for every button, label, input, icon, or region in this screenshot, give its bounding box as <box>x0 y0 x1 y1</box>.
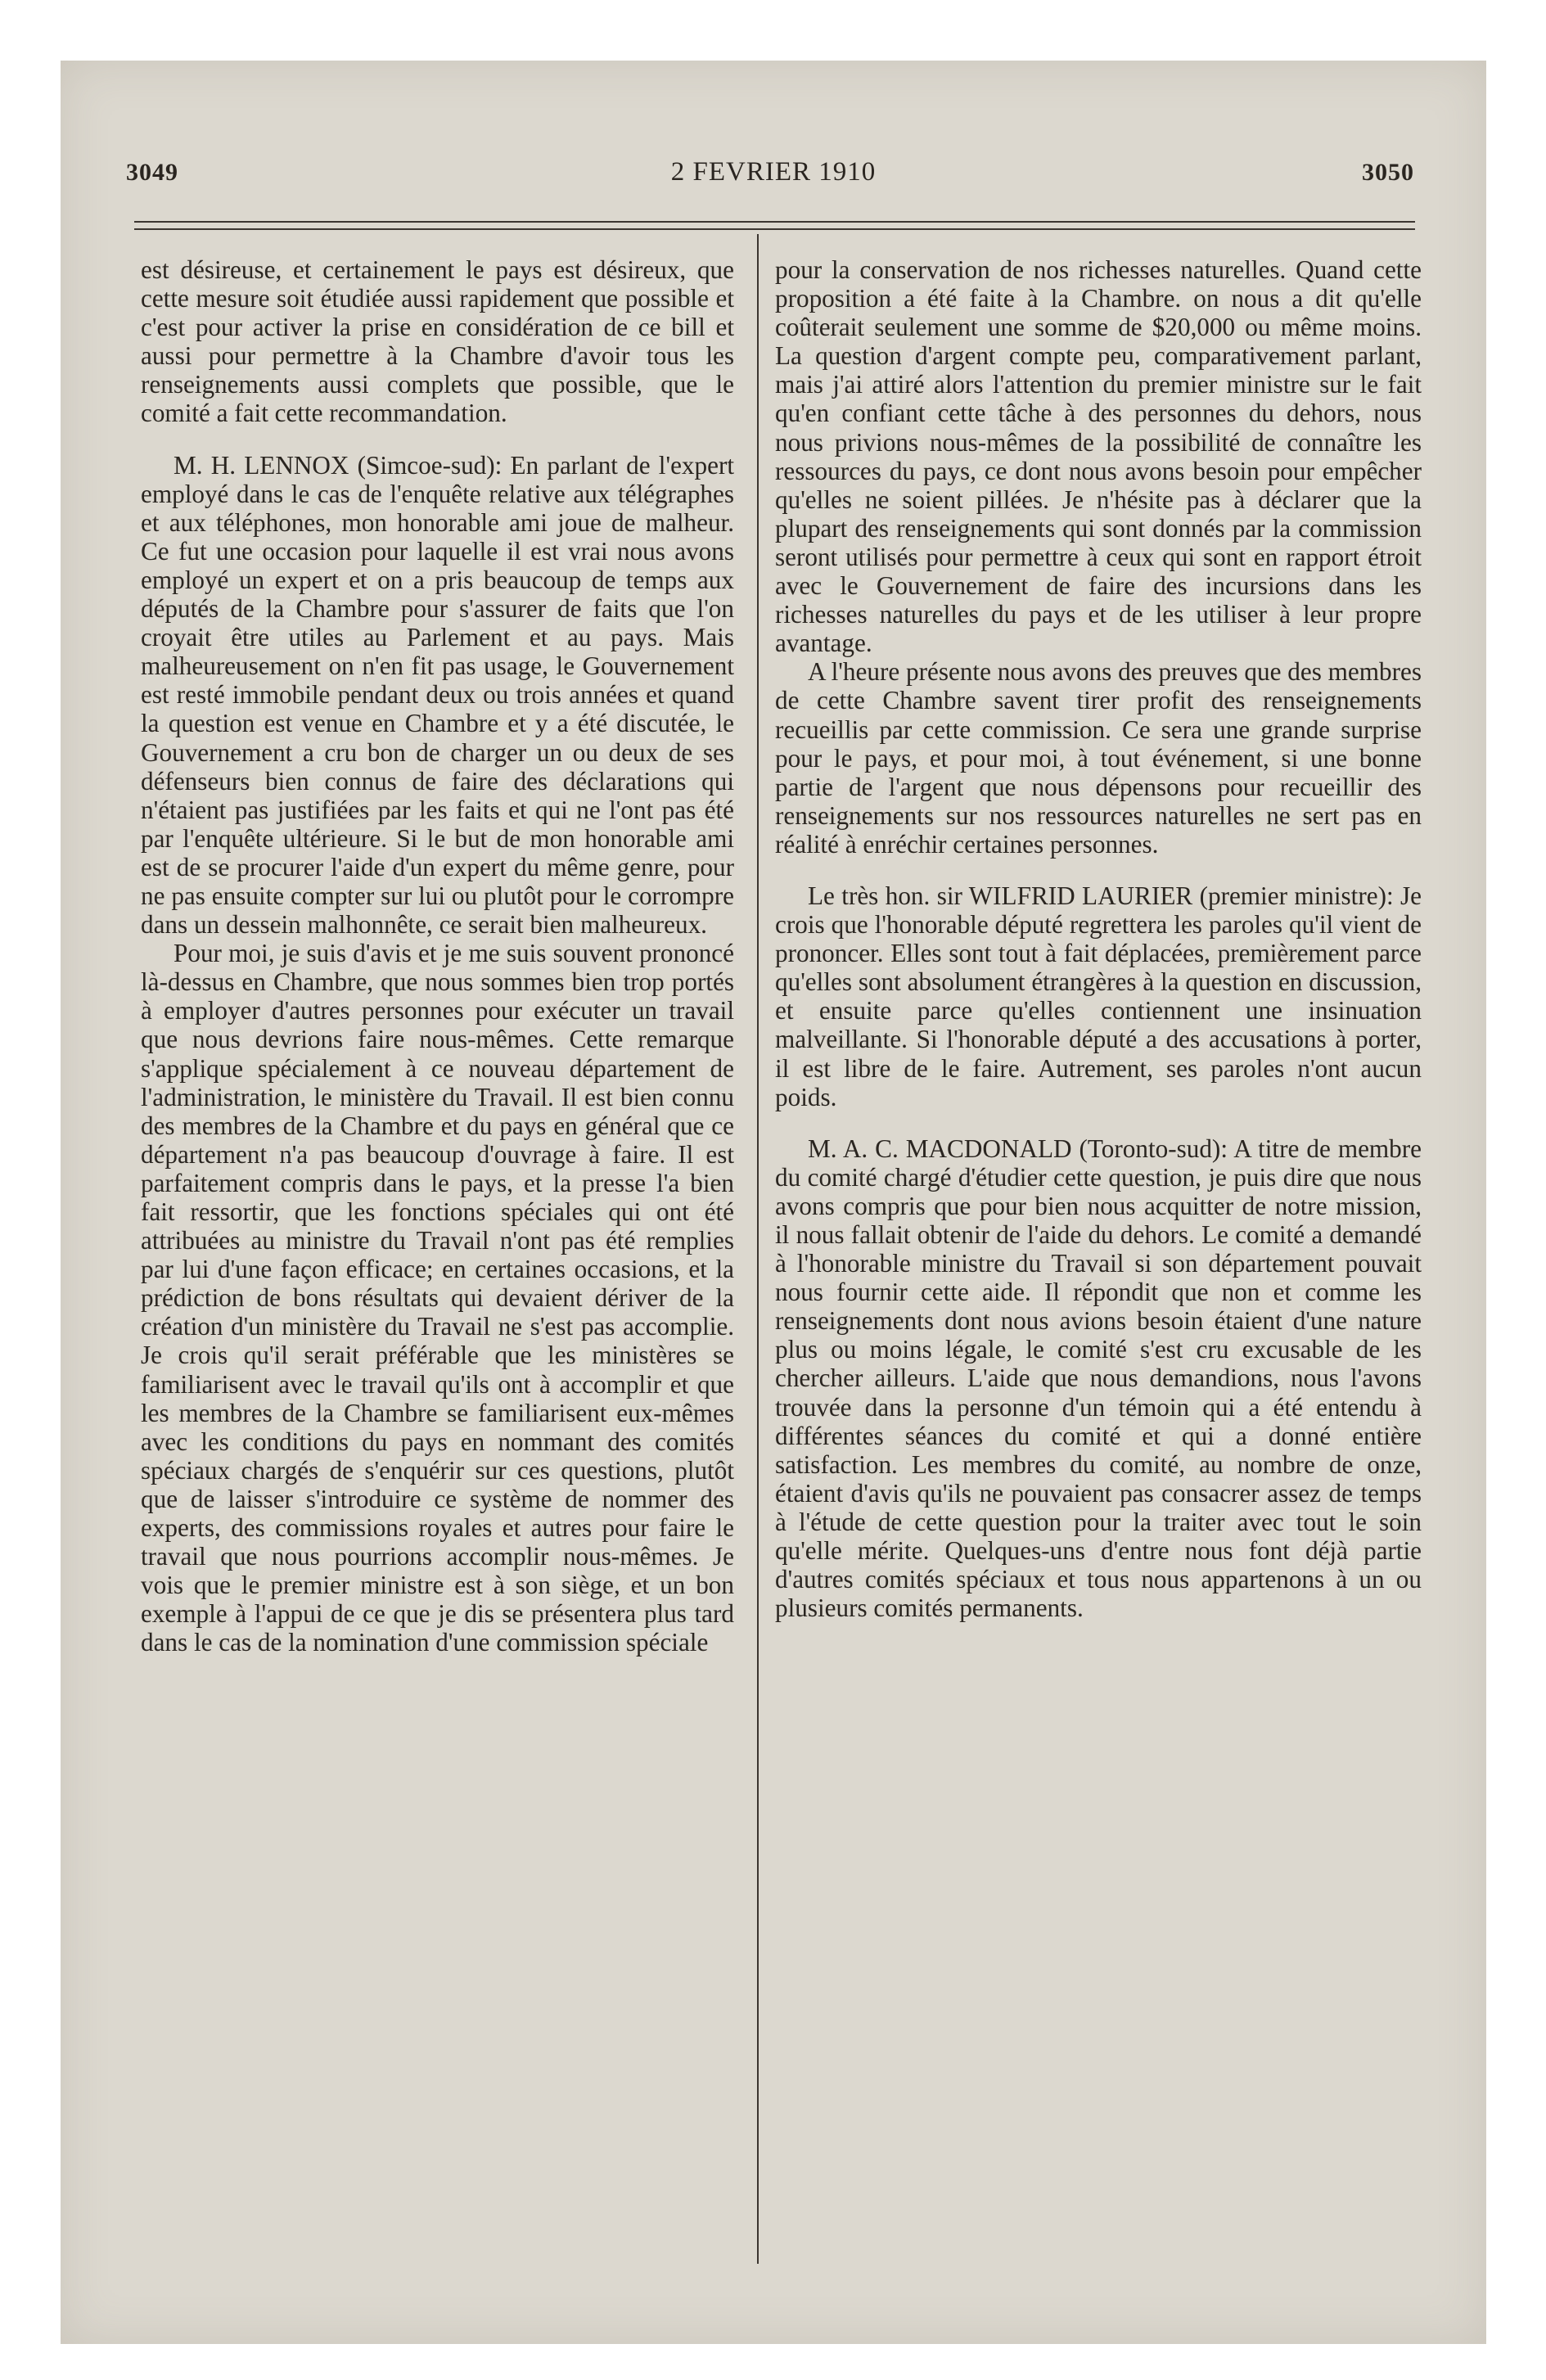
left-paragraph-1: est désireuse, et certainement le pays est désireux, que cette mesure soit étudiée aussi rapidement que possible et c'est pour activer la prise en considération de ce bill et aussi pour permettre à la Chambre d'avoir tous les renseignements aussi complets que possible, que le comité a fait cette recommandation. <box>141 255 734 428</box>
right-paragraph-2: A l'heure présente nous avons des preuves que des membres de cette Chambre savent tirer profit des renseignements recueillis par cette commission. Ce sera une grande surprise pour le pays, et pour moi, à tout événement, si une bonne partie de l'argent que nous dépensons pour recueillir des renseignements sur nos ressources naturelles ne sert pas en réalité à enréchir certaines personnes. <box>775 657 1422 859</box>
page-number-left: 3049 <box>126 159 178 186</box>
right-column <box>775 255 1422 1622</box>
right-paragraph-1: pour la conservation de nos richesses naturelles. Quand cette proposition a été faite à la Chambre. on nous a dit qu'elle coûterait seulement une somme de $20,000 ou même moins. La question d'argent compte peu, comparativement parlant, mais j'ai attiré alors l'attention du premier ministre sur le fait qu'en confiant cette tâche à des personnes du dehors, nous nous privions nous-mêmes de la possibilité de connaître les ressources du pays, ce dont nous avons besoin pour empêcher qu'elles ne soient pillées. Je n'hésite pas à déclarer que la plupart des renseignements qui sont donnés par la commission seront utilisés pour permettre à ceux qui sont en rapport étroit avec le Gouvernement de faire des incursions dans les richesses naturelles du pays et de les utiliser à leur propre avantage. <box>775 255 1422 658</box>
left-column <box>141 255 734 1657</box>
page-number-right: 3050 <box>1362 159 1414 186</box>
paper-sheet <box>61 61 1486 2344</box>
running-head-date: 2 FEVRIER 1910 <box>670 157 877 187</box>
header-rule-top <box>134 221 1415 223</box>
macdonald-speech: M. A. C. MACDONALD (Toronto-sud): A titre de membre du comité chargé d'étudier cette question, je puis dire que nous avons compris que pour bien nous acquitter de notre mission, il nous fallait obtenir de l'aide du dehors. Le comité a demandé à l'honorable ministre du Travail si son département pouvait nous fournir cette aide. Il répondit que non et comme les renseignements dont nous avions besoin étaient d'une nature plus ou moins légale, le comité s'est cru excusable de les chercher ailleurs. L'aide que nous demandions, nous l'avons trouvée dans la personne d'un témoin qui a été entendu à différentes séances du comité et qui a donné entière satisfaction. Les membres du comité, au nombre de onze, étaient d'avis qu'ils ne pouvaient pas consacrer assez de temps à l'étude de cette question pour la traiter avec tout le soin qu'elle mérite. Quelques-uns d'entre nous font déjà partie d'autres comités spéciaux et tous nous appartenons à un ou plusieurs comités permanents. <box>775 1134 1422 1623</box>
lennox-speech: M. H. LENNOX (Simcoe-sud): En parlant de l'expert employé dans le cas de l'enquête relative aux télégraphes et aux téléphones, mon honorable ami joue de malheur. Ce fut une occasion pour laquelle il est vrai nous avons employé un expert et on a pris beaucoup de temps aux députés de la Chambre pour s'assurer de faits que l'on croyait être utiles au Parlement et au pays. Mais malheureusement on n'en fit pas usage, le Gouvernement est resté immobile pendant deux ou trois années et quand la question est venue en Chambre et y a été discutée, le Gouvernement a cru bon de charger un ou deux de ses défenseurs bien connus de faire des déclarations qui n'étaient pas justifiées par les faits et qui ne l'ont pas été par l'enquête ultérieure. Si le but de mon honorable ami est de se procurer l'aide d'un expert du même genre, pour ne pas ensuite compter sur lui ou plutôt pour le corrompre dans un dessein malhonnête, ce serait bien malheureux. <box>141 450 734 940</box>
left-paragraph-3: Pour moi, je suis d'avis et je me suis souvent prononcé là-dessus en Chambre, que nous sommes bien trop portés à employer d'autres personnes pour exécuter un travail que nous devrions faire nous-mêmes. Cette remarque s'applique spécialement à ce nouveau département de l'administration, le ministère du Travail. Il est bien connu des membres de la Chambre et du pays en général que ce département n'a pas beaucoup d'ouvrage à faire. Il est parfaitement compris dans le pays, et la presse l'a bien fait ressortir, que les fonctions spéciales qui ont été attribuées au ministre du Travail n'ont pas été remplies par lui d'une façon efficace; en certaines occasions, et la prédiction de bons résultats qui devaient dériver de la création d'un ministère du Travail ne s'est pas accomplie. Je crois qu'il serait préférable que les ministères se familiarisent avec le travail qu'ils ont à accomplir et que les membres de la Chambre se familiarisent eux-mêmes avec les conditions du pays en nommant des comités spéciaux chargés de s'enquérir sur ces questions, plutôt que de laisser s'introduire ce système de nommer des experts, des commissions royales et autres pour faire le travail que nous pourrions accomplir nous-mêmes. Je vois que le premier ministre est à son siège, et un bon exemple à l'appui de ce que je dis se présentera plus tard dans le cas de la nomination d'une commission spéciale <box>141 939 734 1657</box>
column-divider <box>757 234 759 2264</box>
header-rule-bottom <box>134 228 1415 230</box>
laurier-speech: Le très hon. sir WILFRID LAURIER (premier ministre): Je crois que l'honorable député regrettera les paroles qu'il vient de prononcer. Elles sont tout à fait déplacées, premièrement parce qu'elles sont absolument étrangères à la question en discussion, et ensuite parce qu'elles contiennent une insinuation malveillante. Si l'honorable député a des accusations à porter, il est libre de le faire. Autrement, ses paroles n'ont aucun poids. <box>775 881 1422 1111</box>
